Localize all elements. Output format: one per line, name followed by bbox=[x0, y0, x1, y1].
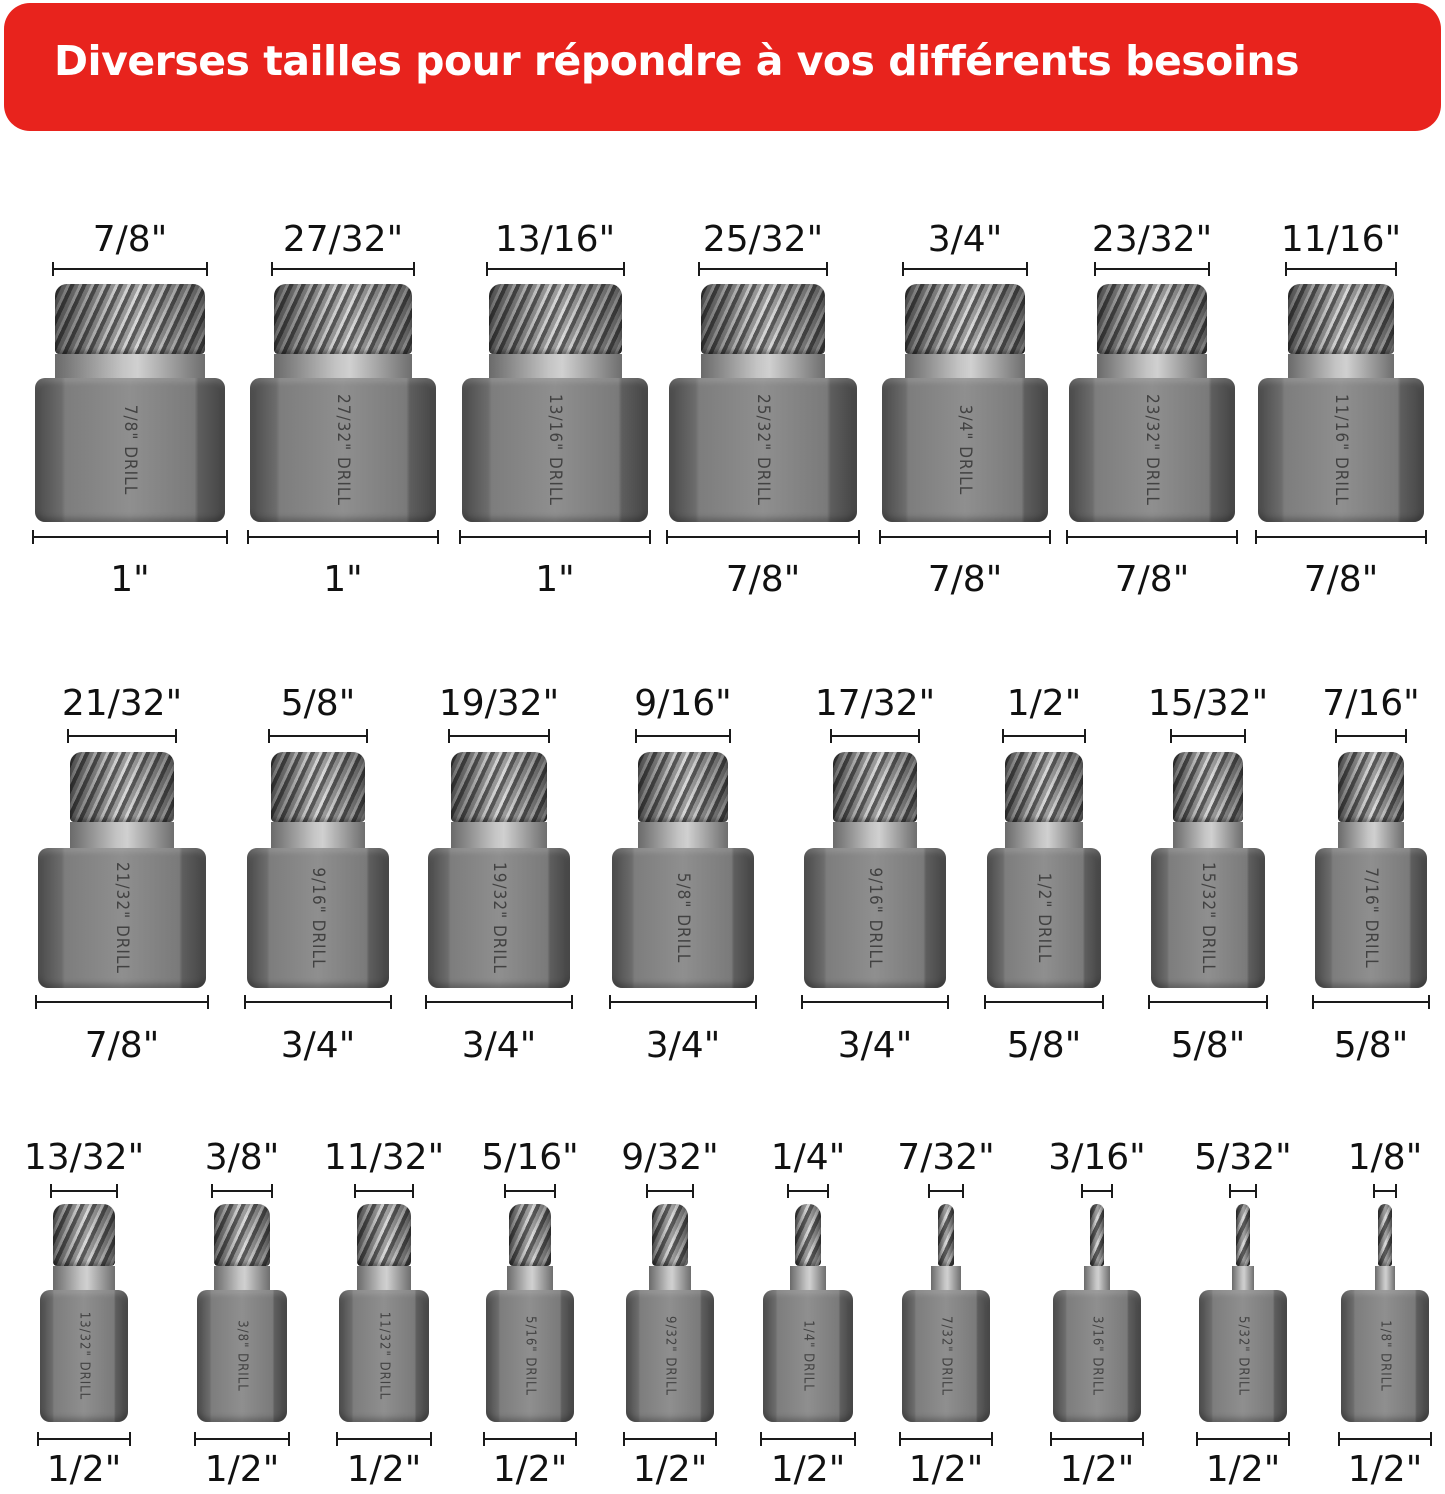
hex-body bbox=[1069, 378, 1235, 522]
tip-size-label: 7/8" bbox=[92, 219, 168, 260]
hex-body bbox=[882, 378, 1048, 522]
collar bbox=[833, 822, 917, 848]
tip-size-label: 3/8" bbox=[204, 1137, 280, 1178]
hex-size-label: 7/8" bbox=[1114, 559, 1190, 600]
hex-size-label: 1" bbox=[323, 559, 363, 600]
hex-dimension-line bbox=[802, 1001, 948, 1003]
hex-size-label: 3/4" bbox=[461, 1025, 537, 1066]
hex-size-label: 3/4" bbox=[645, 1025, 721, 1066]
tip-size-label: 13/16" bbox=[494, 219, 616, 260]
tip-dimension-line bbox=[788, 1190, 828, 1192]
engraving-text: 13/16" DRILL bbox=[545, 394, 565, 506]
collar bbox=[274, 354, 412, 378]
tip-dimension-line bbox=[903, 268, 1027, 270]
hex-dimension-line bbox=[880, 536, 1050, 538]
collar bbox=[1375, 1266, 1395, 1290]
collar bbox=[790, 1266, 826, 1290]
hex-body bbox=[35, 378, 225, 522]
tip-dimension-line bbox=[355, 1190, 413, 1192]
collar bbox=[1338, 822, 1404, 848]
spiral-flute bbox=[938, 1204, 954, 1266]
tip-size-label: 5/8" bbox=[280, 683, 356, 724]
hex-dimension-line bbox=[761, 1438, 855, 1440]
hex-body bbox=[669, 378, 857, 522]
tip-dimension-line bbox=[272, 268, 414, 270]
collar bbox=[1097, 354, 1207, 378]
spiral-flute bbox=[1236, 1204, 1250, 1266]
hex-size-label: 7/8" bbox=[725, 559, 801, 600]
spiral-flute bbox=[55, 284, 205, 354]
hex-dimension-line bbox=[1256, 536, 1426, 538]
hex-body bbox=[1199, 1290, 1287, 1422]
hex-body bbox=[462, 378, 648, 522]
collar bbox=[1232, 1266, 1254, 1290]
hex-body bbox=[197, 1290, 287, 1422]
hex-size-label: 1/2" bbox=[770, 1449, 846, 1490]
tip-dimension-line bbox=[1171, 735, 1245, 737]
tip-dimension-line bbox=[1003, 735, 1085, 737]
hex-size-label: 7/8" bbox=[1303, 559, 1379, 600]
tip-dimension-line bbox=[212, 1190, 272, 1192]
spiral-flute bbox=[70, 752, 174, 822]
hex-dimension-line bbox=[667, 536, 859, 538]
hex-dimension-line bbox=[337, 1438, 431, 1440]
hex-size-label: 7/8" bbox=[927, 559, 1003, 600]
collar bbox=[53, 1266, 115, 1290]
hex-size-label: 3/4" bbox=[280, 1025, 356, 1066]
spiral-flute bbox=[271, 752, 365, 822]
hex-dimension-line bbox=[38, 1438, 130, 1440]
hex-body bbox=[339, 1290, 429, 1422]
tip-dimension-line bbox=[1336, 735, 1406, 737]
tip-size-label: 15/32" bbox=[1147, 683, 1269, 724]
hex-size-label: 1/2" bbox=[1347, 1449, 1423, 1490]
tip-size-label: 13/32" bbox=[23, 1137, 145, 1178]
hex-body bbox=[40, 1290, 128, 1422]
hex-dimension-line bbox=[1067, 536, 1237, 538]
engraving-text: 3/8" DRILL bbox=[234, 1320, 250, 1392]
collar bbox=[1288, 354, 1394, 378]
hex-dimension-line bbox=[1197, 1438, 1289, 1440]
tip-size-label: 9/32" bbox=[621, 1137, 719, 1178]
tip-size-label: 9/16" bbox=[634, 683, 732, 724]
tip-size-label: 1/2" bbox=[1006, 683, 1082, 724]
hex-dimension-line bbox=[1149, 1001, 1267, 1003]
tip-size-label: 17/32" bbox=[814, 683, 936, 724]
hex-dimension-line bbox=[426, 1001, 572, 1003]
collar bbox=[214, 1266, 270, 1290]
hex-body bbox=[428, 848, 570, 988]
hex-dimension-line bbox=[484, 1438, 576, 1440]
tip-dimension-line bbox=[53, 268, 207, 270]
spiral-flute bbox=[509, 1204, 551, 1266]
hex-body bbox=[626, 1290, 714, 1422]
tip-size-label: 1/4" bbox=[770, 1137, 846, 1178]
engraving-text: 5/16" DRILL bbox=[522, 1316, 538, 1396]
tip-size-label: 23/32" bbox=[1091, 219, 1213, 260]
tip-dimension-line bbox=[831, 735, 919, 737]
tip-dimension-line bbox=[1230, 1190, 1256, 1192]
hex-size-label: 1" bbox=[110, 559, 150, 600]
tip-size-label: 7/32" bbox=[897, 1137, 995, 1178]
spiral-flute bbox=[451, 752, 547, 822]
hex-dimension-line bbox=[985, 1001, 1103, 1003]
engraving-text: 11/16" DRILL bbox=[1331, 394, 1351, 506]
collar bbox=[55, 354, 205, 378]
engraving-text: 3/4" DRILL bbox=[955, 404, 975, 496]
engraving-text: 9/32" DRILL bbox=[662, 1316, 678, 1396]
spiral-flute bbox=[1005, 752, 1083, 822]
spiral-flute bbox=[905, 284, 1025, 354]
tip-dimension-line bbox=[929, 1190, 963, 1192]
engraving-text: 27/32" DRILL bbox=[333, 394, 353, 506]
tip-size-label: 25/32" bbox=[702, 219, 824, 260]
spiral-flute bbox=[357, 1204, 411, 1266]
hex-body bbox=[804, 848, 946, 988]
engraving-text: 1/8" DRILL bbox=[1377, 1320, 1393, 1392]
hex-size-label: 1/2" bbox=[1205, 1449, 1281, 1490]
engraving-text: 9/16" DRILL bbox=[865, 867, 885, 969]
hex-dimension-line bbox=[610, 1001, 756, 1003]
spiral-flute bbox=[1173, 752, 1243, 822]
hex-size-label: 1/2" bbox=[346, 1449, 422, 1490]
hex-dimension-line bbox=[624, 1438, 716, 1440]
tip-dimension-line bbox=[487, 268, 624, 270]
tip-dimension-line bbox=[68, 735, 176, 737]
hex-dimension-line bbox=[248, 536, 438, 538]
hex-size-label: 3/4" bbox=[837, 1025, 913, 1066]
collar bbox=[905, 354, 1025, 378]
tip-size-label: 19/32" bbox=[438, 683, 560, 724]
collar bbox=[638, 822, 728, 848]
engraving-text: 23/32" DRILL bbox=[1142, 394, 1162, 506]
spiral-flute bbox=[833, 752, 917, 822]
spiral-flute bbox=[652, 1204, 688, 1266]
tip-size-label: 3/16" bbox=[1048, 1137, 1146, 1178]
collar bbox=[1173, 822, 1243, 848]
collar bbox=[507, 1266, 553, 1290]
hex-body bbox=[612, 848, 754, 988]
collar bbox=[271, 822, 365, 848]
collar bbox=[931, 1266, 961, 1290]
engraving-text: 3/16" DRILL bbox=[1089, 1316, 1105, 1396]
tip-size-label: 1/8" bbox=[1347, 1137, 1423, 1178]
engraving-text: 25/32" DRILL bbox=[753, 394, 773, 506]
engraving-text: 5/8" DRILL bbox=[673, 872, 693, 964]
hex-body bbox=[1258, 378, 1424, 522]
tip-size-label: 5/16" bbox=[481, 1137, 579, 1178]
hex-size-label: 1/2" bbox=[492, 1449, 568, 1490]
tip-dimension-line bbox=[449, 735, 549, 737]
hex-body bbox=[1151, 848, 1265, 988]
engraving-text: 5/32" DRILL bbox=[1235, 1316, 1251, 1396]
collar bbox=[70, 822, 174, 848]
tip-dimension-line bbox=[51, 1190, 117, 1192]
tip-size-label: 11/32" bbox=[323, 1137, 445, 1178]
tip-dimension-line bbox=[505, 1190, 555, 1192]
hex-body bbox=[250, 378, 436, 522]
hex-body bbox=[486, 1290, 574, 1422]
engraving-text: 7/32" DRILL bbox=[938, 1316, 954, 1396]
tip-dimension-line bbox=[1286, 268, 1396, 270]
hex-size-label: 5/8" bbox=[1333, 1025, 1409, 1066]
hex-body bbox=[987, 848, 1101, 988]
banner-title: Diverses tailles pour répondre à vos différents besoins bbox=[54, 37, 1299, 85]
engraving-text: 15/32" DRILL bbox=[1198, 862, 1218, 974]
collar bbox=[1084, 1266, 1110, 1290]
hex-dimension-line bbox=[460, 536, 650, 538]
hex-dimension-line bbox=[1339, 1438, 1431, 1440]
collar bbox=[489, 354, 622, 378]
spiral-flute bbox=[1288, 284, 1394, 354]
hex-dimension-line bbox=[33, 536, 227, 538]
hex-size-label: 1/2" bbox=[908, 1449, 984, 1490]
engraving-text: 19/32" DRILL bbox=[489, 862, 509, 974]
engraving-text: 7/16" DRILL bbox=[1361, 867, 1381, 969]
tip-size-label: 3/4" bbox=[927, 219, 1003, 260]
spiral-flute bbox=[489, 284, 622, 354]
spiral-flute bbox=[1378, 1204, 1392, 1266]
engraving-text: 11/32" DRILL bbox=[376, 1311, 392, 1401]
engraving-text: 7/8" DRILL bbox=[120, 404, 140, 496]
tip-dimension-line bbox=[1095, 268, 1209, 270]
collar bbox=[451, 822, 547, 848]
spiral-flute bbox=[274, 284, 412, 354]
hex-size-label: 1/2" bbox=[1059, 1449, 1135, 1490]
hex-body bbox=[902, 1290, 990, 1422]
tip-dimension-line bbox=[1082, 1190, 1112, 1192]
hex-body bbox=[38, 848, 206, 988]
hex-dimension-line bbox=[1313, 1001, 1429, 1003]
spiral-flute bbox=[1097, 284, 1207, 354]
spiral-flute bbox=[795, 1204, 821, 1266]
hex-size-label: 1/2" bbox=[46, 1449, 122, 1490]
collar bbox=[701, 354, 825, 378]
tip-size-label: 5/32" bbox=[1194, 1137, 1292, 1178]
hex-dimension-line bbox=[245, 1001, 391, 1003]
tip-size-label: 21/32" bbox=[61, 683, 183, 724]
tip-dimension-line bbox=[1374, 1190, 1396, 1192]
tip-dimension-line bbox=[636, 735, 730, 737]
hex-body bbox=[1053, 1290, 1141, 1422]
hex-size-label: 1" bbox=[535, 559, 575, 600]
engraving-text: 21/32" DRILL bbox=[112, 862, 132, 974]
spiral-flute bbox=[214, 1204, 270, 1266]
tip-dimension-line bbox=[269, 735, 367, 737]
hex-size-label: 1/2" bbox=[632, 1449, 708, 1490]
spiral-flute bbox=[1338, 752, 1404, 822]
hex-size-label: 5/8" bbox=[1006, 1025, 1082, 1066]
hex-size-label: 5/8" bbox=[1170, 1025, 1246, 1066]
hex-body bbox=[247, 848, 389, 988]
collar bbox=[1005, 822, 1083, 848]
spiral-flute bbox=[53, 1204, 115, 1266]
hex-dimension-line bbox=[195, 1438, 289, 1440]
engraving-text: 13/32" DRILL bbox=[76, 1311, 92, 1401]
hex-body bbox=[1341, 1290, 1429, 1422]
title-banner bbox=[4, 3, 1441, 131]
tip-size-label: 7/16" bbox=[1322, 683, 1420, 724]
spiral-flute bbox=[701, 284, 825, 354]
hex-body bbox=[763, 1290, 853, 1422]
hex-dimension-line bbox=[1051, 1438, 1143, 1440]
hex-body bbox=[1315, 848, 1427, 988]
tip-dimension-line bbox=[647, 1190, 693, 1192]
tip-size-label: 27/32" bbox=[282, 219, 404, 260]
hex-dimension-line bbox=[36, 1001, 208, 1003]
hex-dimension-line bbox=[900, 1438, 992, 1440]
collar bbox=[649, 1266, 691, 1290]
engraving-text: 9/16" DRILL bbox=[308, 867, 328, 969]
engraving-text: 1/4" DRILL bbox=[800, 1320, 816, 1392]
tip-size-label: 11/16" bbox=[1280, 219, 1402, 260]
spiral-flute bbox=[1090, 1204, 1104, 1266]
hex-size-label: 1/2" bbox=[204, 1449, 280, 1490]
tip-dimension-line bbox=[699, 268, 827, 270]
engraving-text: 1/2" DRILL bbox=[1034, 872, 1054, 964]
hex-size-label: 7/8" bbox=[84, 1025, 160, 1066]
spiral-flute bbox=[638, 752, 728, 822]
collar bbox=[357, 1266, 411, 1290]
